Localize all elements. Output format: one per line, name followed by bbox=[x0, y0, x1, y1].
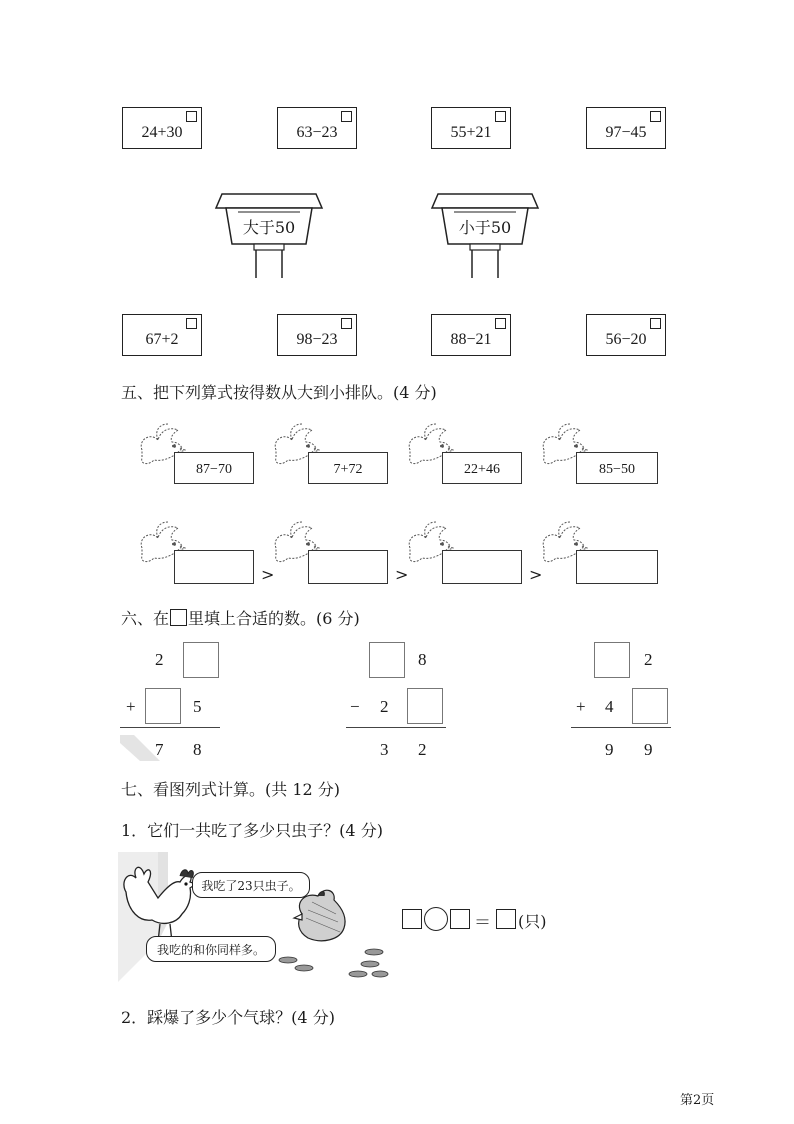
blank-square-icon bbox=[170, 609, 187, 626]
expression-card: 97−45 bbox=[586, 107, 666, 149]
page-fold-shadow bbox=[120, 735, 160, 761]
digit: 3 bbox=[380, 740, 389, 759]
answer-square[interactable] bbox=[650, 318, 661, 329]
operator-circle[interactable] bbox=[424, 907, 448, 931]
section-7-title: 七、看图列式计算。(共 12 分) bbox=[121, 780, 341, 799]
digit: 8 bbox=[193, 740, 202, 759]
equation-row bbox=[402, 906, 572, 932]
mailbox-greater: 大于50 bbox=[214, 192, 324, 278]
expression-box: 85−50 bbox=[576, 452, 658, 484]
equals-sign: ＝ bbox=[474, 913, 491, 933]
digit-blank[interactable] bbox=[594, 642, 630, 678]
answer-square[interactable] bbox=[496, 909, 516, 929]
rooster-hen-illustration bbox=[118, 852, 398, 982]
expression-box: 87−70 bbox=[174, 452, 254, 484]
answer-square[interactable] bbox=[495, 318, 506, 329]
answer-square[interactable] bbox=[186, 318, 197, 329]
mailbox-less: 小于50 bbox=[430, 192, 540, 278]
blank-square[interactable] bbox=[402, 909, 422, 929]
digit: 8 bbox=[418, 650, 427, 669]
expression-card: 63−23 bbox=[277, 107, 357, 149]
answer-square[interactable] bbox=[186, 111, 197, 122]
digit-blank[interactable] bbox=[407, 688, 443, 724]
answer-box[interactable] bbox=[308, 550, 388, 584]
digit: 4 bbox=[605, 697, 614, 716]
difference-line bbox=[346, 727, 446, 728]
page-number: 第2页 bbox=[680, 1093, 715, 1108]
digit-blank[interactable] bbox=[369, 642, 405, 678]
expression-card: 55+21 bbox=[431, 107, 511, 149]
question-1: 1．它们一共吃了多少只虫子？(4 分) bbox=[121, 821, 383, 840]
greater-than-sign: > bbox=[261, 565, 275, 584]
expression-card: 56−20 bbox=[586, 314, 666, 356]
digit: 2 bbox=[380, 697, 389, 716]
digit-blank[interactable] bbox=[632, 688, 668, 724]
answer-box[interactable] bbox=[442, 550, 522, 584]
digit: 9 bbox=[644, 740, 653, 759]
operator: + bbox=[126, 697, 136, 716]
section-5-title: 五、把下列算式按得数从大到小排队。(4 分) bbox=[121, 383, 437, 402]
digit-blank[interactable] bbox=[145, 688, 181, 724]
expression-card: 24+30 bbox=[122, 107, 202, 149]
greater-than-sign: > bbox=[395, 565, 409, 584]
blank-square[interactable] bbox=[450, 909, 470, 929]
digit: 9 bbox=[605, 740, 614, 759]
question-2: 2．踩爆了多少个气球？(4 分) bbox=[121, 1008, 335, 1027]
digit: 2 bbox=[155, 650, 164, 669]
digit-blank[interactable] bbox=[183, 642, 219, 678]
answer-square[interactable] bbox=[650, 111, 661, 122]
expression-box: 7+72 bbox=[308, 452, 388, 484]
expression-card: 98−23 bbox=[277, 314, 357, 356]
digit: 5 bbox=[193, 697, 202, 716]
digit: 2 bbox=[418, 740, 427, 759]
speech-bubble: 我吃了23只虫子。 bbox=[192, 872, 310, 898]
expression-card: 88−21 bbox=[431, 314, 511, 356]
sum-line bbox=[571, 727, 671, 728]
greater-than-sign: > bbox=[529, 565, 543, 584]
operator: − bbox=[350, 697, 360, 716]
unit-label: (只) bbox=[518, 912, 547, 931]
answer-square[interactable] bbox=[495, 111, 506, 122]
answer-box[interactable] bbox=[174, 550, 254, 584]
digit: 2 bbox=[644, 650, 653, 669]
section-6-title: 六、在 里填上合适的数。(6 分) bbox=[121, 609, 360, 628]
expression-box: 22+46 bbox=[442, 452, 522, 484]
speech-bubble: 我吃的和你同样多。 bbox=[146, 936, 276, 962]
answer-box[interactable] bbox=[576, 550, 658, 584]
answer-square[interactable] bbox=[341, 111, 352, 122]
answer-square[interactable] bbox=[341, 318, 352, 329]
sum-line bbox=[120, 727, 220, 728]
expression-card: 67+2 bbox=[122, 314, 202, 356]
operator: + bbox=[576, 697, 586, 716]
digit: 7 bbox=[155, 740, 164, 759]
